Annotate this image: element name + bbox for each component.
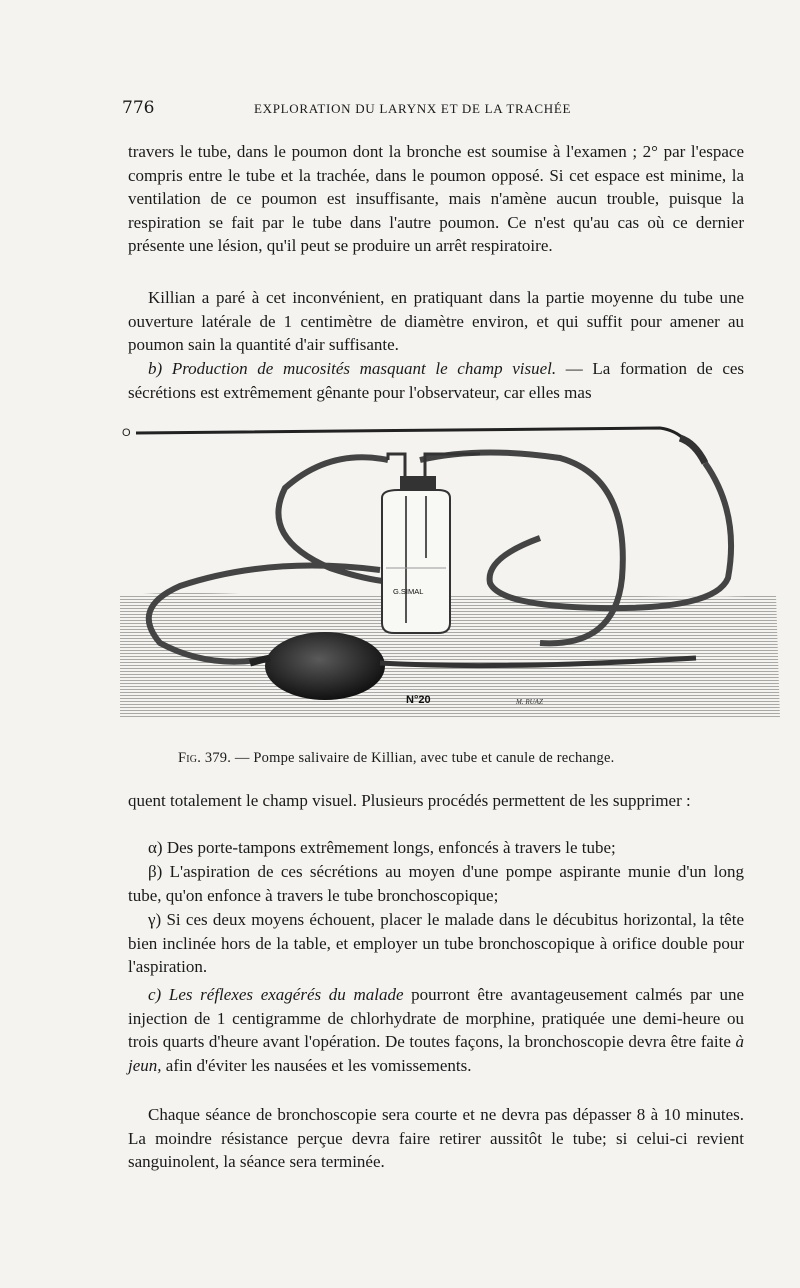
page-header [122,98,742,122]
paragraph-reflexes-text-b: afin d'éviter les nausées et les vomissements. [165,1055,472,1075]
cannula-connector [680,438,705,463]
paragraph-3 [128,357,744,404]
paragraph-gamma: γ) Si ces deux moyens échouent, placer le malade dans le décubitus horizontal, la tête bien inclinée hors de la table, et employer un tube bronchoscopique à orifice double pour l'aspiration. [128,910,744,976]
paragraph-reflexes [128,983,744,1077]
cannula-end-marker: O [122,427,131,439]
caption-fig-label: Fig. [178,750,202,766]
page-number: 776 [122,98,155,118]
right-tube [490,463,731,608]
bottle-label: G.SIMAL [393,587,424,596]
bottle-tube-left [388,454,405,476]
paragraph-alpha: α) Des porte-tampons extrêmement longs, enfoncés à travers le tube; [148,838,616,857]
paragraph-reflexes-italic: à jeun, [128,1032,744,1075]
figure-number-label: N°20 [406,694,431,706]
paragraph-duration: Chaque séance de bronchoscopie sera courte et ne devra pas dépasser 8 à 10 minutes. La moindre résistance perçue devra faire retirer aussitôt le tube; si celui-ci revient sanguinolent, la séance sera terminée. [128,1105,744,1171]
paragraph-reflexes-text-a: pourront être avantageusement calmés par une injection de 1 centigramme de chlorhydrate de morphine, pratiquée une demi-heure ou trois quarts d'heure avant l'opération. De toutes façons, la bronchoscopie devra être faite [128,985,745,1051]
running-title: EXPLORATION DU LARYNX ET DE LA TRACHÉE [254,101,572,116]
section-title-reflexes: Les réflexes exagérés du malade [168,985,404,1004]
section-label-c: c) [148,985,162,1004]
rubber-bulb [265,632,385,700]
figure-caption [178,750,738,767]
engraver-signature: M. RUAZ [516,698,543,706]
glass-bottle [382,476,450,633]
cannula-tube [136,428,685,440]
paragraph-beta: β) L'aspiration de ces sécrétions au moyen d'une pompe aspirante munie d'un long tube, qu'on enfonce à travers le tube bronchoscopique; [128,862,744,905]
section-title-mucosites: Production de mucosités masquant le champ visuel. [171,359,557,378]
figure-suction-pump [120,418,784,728]
paragraph-2: Killian a paré à cet inconvénient, en pratiquant dans la partie moyenne du tube une ouverture latérale de 1 centimètre de diamètre environ, et qui suffit pour amener au poumon sain la quantité d'air suffisante. [128,288,744,354]
caption-fig-number: 379. [204,750,232,766]
paragraph-1: travers le tube, dans le poumon dont la bronche est soumise à l'examen ; 2° par l'espace compris entre le tube et la trachée, dans le poumon opposé. Si cet espace est minime, la ventilation de ce poumon est insuffisante, mais n'amène aucun trouble, puisque la respiration se fait par le tube dans l'autre poumon. Ce n'est qu'au cas où ce dernier présente une lésion, qu'il peut se produire un arrêt respiratoire. [128,142,744,255]
caption-text: — Pompe salivaire de Killian, avec tube et canule de rechange. [234,750,615,766]
section-label-b: b) [148,359,163,378]
pump-illustration [120,418,784,728]
paragraph-4: quent totalement le champ visuel. Plusieurs procédés permettent de les supprimer : [128,791,691,810]
paragraph-3-text: — La formation de ces sécrétions est extrêmement gênante pour l'observateur, car elles mas [128,359,745,402]
